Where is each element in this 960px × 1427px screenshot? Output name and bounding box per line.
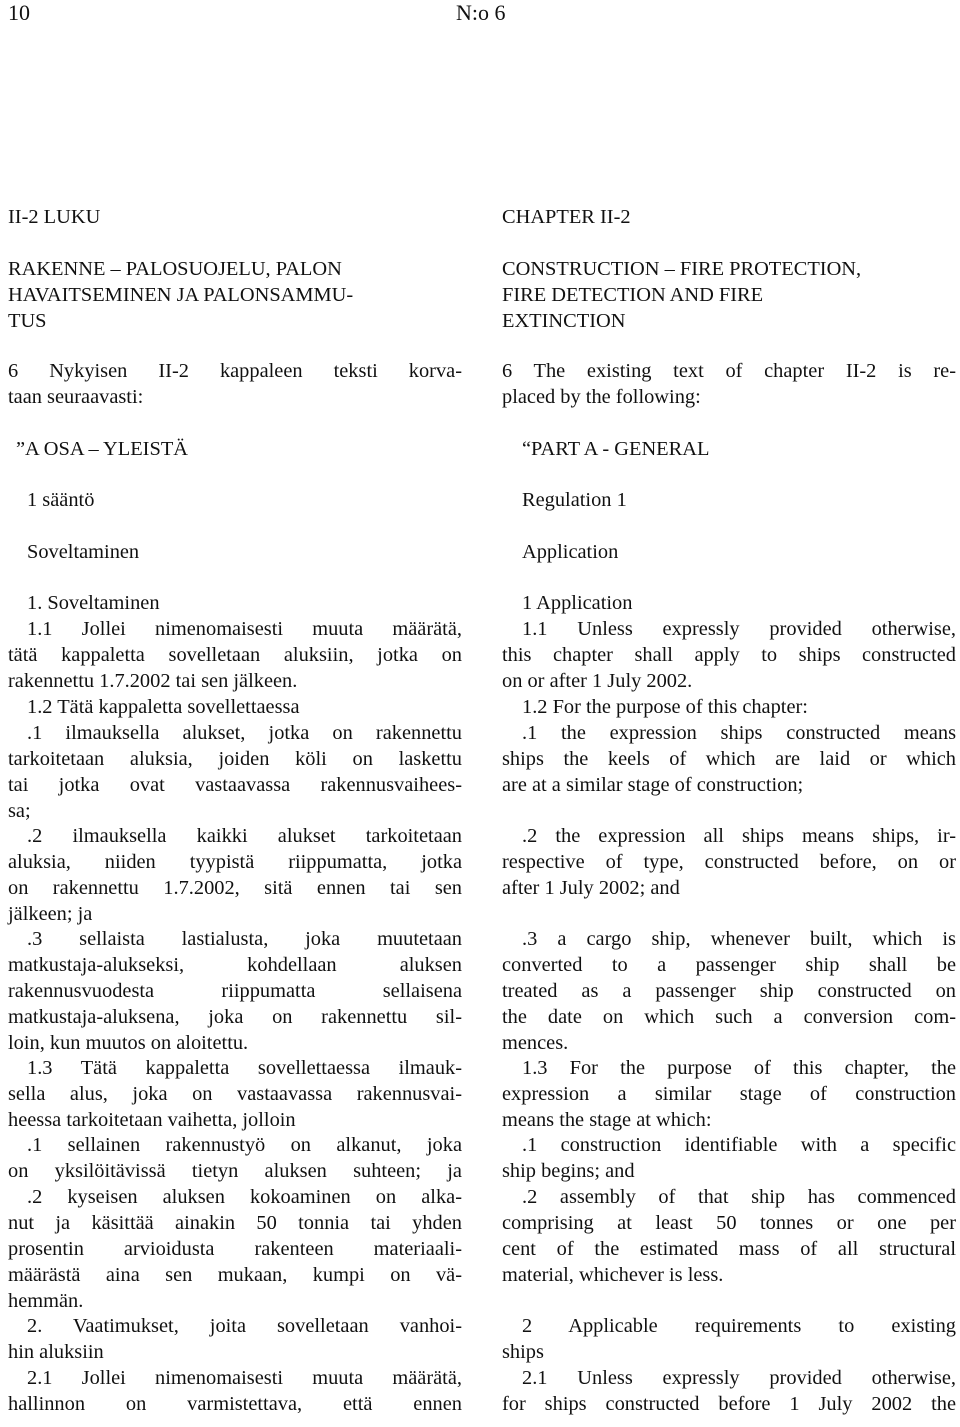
finnish-text-line: 2.1 Jollei nimenomaisesti muuta määrätä, <box>27 1367 462 1389</box>
english-text-line: this chapter shall apply to ships constructed <box>502 644 956 666</box>
english-text-line: Application <box>522 541 619 563</box>
issue-number: N:o 6 <box>456 0 506 25</box>
finnish-text-line: 1.2 Tätä kappaletta sovellettaessa <box>27 696 300 718</box>
finnish-text-line: prosentin arvioidusta rakenteen materiaali- <box>8 1238 462 1260</box>
finnish-text-line: heessa tarkoitetaan vaihetta, jolloin <box>8 1109 296 1131</box>
finnish-text-line: tätä kappaletta sovelletaan aluksiin, jotka on <box>8 644 462 666</box>
finnish-text-line: rakennettu 1.7.2002 tai sen jälkeen. <box>8 670 298 692</box>
finnish-text-line: jälkeen; ja <box>8 903 93 925</box>
english-text-line: ship begins; and <box>502 1160 635 1182</box>
english-text-line: ships the keels of which are laid or which <box>502 748 956 770</box>
english-text-line: “PART A - GENERAL <box>522 438 710 460</box>
finnish-text-line: hallinnon on varmistettava, että ennen <box>8 1393 462 1415</box>
finnish-text-line: sa; <box>8 800 31 822</box>
english-text-line: comprising at least 50 tonnes or one per <box>502 1212 956 1234</box>
finnish-text-line: nut ja käsittää ainakin 50 tonnia tai yhden <box>8 1212 462 1234</box>
english-text-line: CHAPTER II-2 <box>502 206 631 228</box>
finnish-text-line: rakennusvuodesta riippumatta sellaisena <box>8 980 462 1002</box>
english-text-line: EXTINCTION <box>502 310 626 332</box>
page-number: 10 <box>8 0 30 25</box>
english-text-line: .1 the expression ships constructed means <box>522 722 956 744</box>
finnish-text-line: .1 ilmauksella alukset, jotka on rakennettu <box>27 722 462 744</box>
finnish-text-line: 2. Vaatimukset, joita sovelletaan vanhoi- <box>27 1315 462 1337</box>
finnish-text-line: hemmän. <box>8 1290 84 1312</box>
finnish-text-line: .3 sellaista lastialusta, joka muutetaan <box>27 928 462 950</box>
english-text-line: CONSTRUCTION – FIRE PROTECTION, <box>502 258 862 280</box>
english-text-line: expression a similar stage of construction <box>502 1083 956 1105</box>
finnish-text-line: ”A OSA – YLEISTÄ <box>16 438 188 460</box>
english-text-line: treated as a passenger ship constructed on <box>502 980 956 1002</box>
english-text-line: 2 Applicable requirements to existing <box>522 1315 956 1337</box>
finnish-text-line: aluksia, niiden tyypistä riippumatta, jotka <box>8 851 462 873</box>
english-text-line: the date on which such a conversion com- <box>502 1006 956 1028</box>
english-text-line: means the stage at which: <box>502 1109 712 1131</box>
finnish-text-line: hin aluksiin <box>8 1341 104 1363</box>
english-text-line: .3 a cargo ship, whenever built, which is <box>522 928 956 950</box>
finnish-text-line: Soveltaminen <box>27 541 140 563</box>
english-text-line: material, whichever is less. <box>502 1264 724 1286</box>
finnish-text-line: 1 sääntö <box>27 489 95 511</box>
english-text-line: .2 the expression all ships means ships, ir- <box>522 825 956 847</box>
english-text-line: cent of the estimated mass of all structural <box>502 1238 956 1260</box>
finnish-text-line: II-2 LUKU <box>8 206 101 228</box>
english-text-line: .1 construction identifiable with a specific <box>522 1134 956 1156</box>
finnish-text-line: 1. Soveltaminen <box>27 592 160 614</box>
english-text-line: mences. <box>502 1032 569 1054</box>
finnish-text-line: .1 sellainen rakennustyö on alkanut, joka <box>27 1134 462 1156</box>
finnish-text-line: 6 Nykyisen II-2 kappaleen teksti korva- <box>8 360 462 382</box>
english-text-line: after 1 July 2002; and <box>502 877 680 899</box>
english-text-line: Regulation 1 <box>522 489 627 511</box>
finnish-text-line: HAVAITSEMINEN JA PALONSAMMU- <box>8 284 354 306</box>
english-text-line: 1 Application <box>522 592 633 614</box>
finnish-text-line: on yksilöitävissä tietyn aluksen suhteen; ja <box>8 1160 462 1182</box>
finnish-text-line: tarkoitetaan aluksia, joiden köli on laskettu <box>8 748 462 770</box>
finnish-text-line: loin, kun muutos on aloitettu. <box>8 1032 249 1054</box>
english-text-line: 1.3 For the purpose of this chapter, the <box>522 1057 956 1079</box>
finnish-text-line: on rakennettu 1.7.2002, sitä ennen tai sen <box>8 877 462 899</box>
finnish-text-line: RAKENNE – PALOSUOJELU, PALON <box>8 258 342 280</box>
english-text-line: 2.1 Unless expressly provided otherwise, <box>522 1367 956 1389</box>
finnish-text-line: sella alus, joka on vastaavassa rakennusvai- <box>8 1083 462 1105</box>
english-text-line: are at a similar stage of construction; <box>502 774 804 796</box>
finnish-text-line: 1.3 Tätä kappaletta sovellettaessa ilmauk- <box>27 1057 462 1079</box>
finnish-text-line: .2 kyseisen aluksen kokoaminen on alka- <box>27 1186 462 1208</box>
english-text-line: respective of type, constructed before, on or <box>502 851 956 873</box>
finnish-text-line: matkustaja-alukseksi, kohdellaan aluksen <box>8 954 462 976</box>
english-text-line: ships <box>502 1341 544 1363</box>
finnish-text-line: TUS <box>8 310 47 332</box>
english-text-line: placed by the following: <box>502 386 701 408</box>
english-text-line: 1.2 For the purpose of this chapter: <box>522 696 808 718</box>
finnish-text-line: .2 ilmauksella kaikki alukset tarkoitetaan <box>27 825 462 847</box>
english-text-line: for ships constructed before 1 July 2002 the <box>502 1393 956 1415</box>
english-text-line: FIRE DETECTION AND FIRE <box>502 284 764 306</box>
english-text-line: .2 assembly of that ship has commenced <box>522 1186 956 1208</box>
english-text-line: on or after 1 July 2002. <box>502 670 693 692</box>
english-text-line: 1.1 Unless expressly provided otherwise, <box>522 618 956 640</box>
finnish-text-line: 1.1 Jollei nimenomaisesti muuta määrätä, <box>27 618 462 640</box>
finnish-text-line: tai jotka ovat vastaavassa rakennusvaihees- <box>8 774 462 796</box>
finnish-text-line: taan seuraavasti: <box>8 386 144 408</box>
finnish-text-line: määrästä aina sen mukaan, kumpi on vä- <box>8 1264 462 1286</box>
english-text-line: 6 The existing text of chapter II-2 is re- <box>502 360 956 382</box>
english-text-line: converted to a passenger ship shall be <box>502 954 956 976</box>
finnish-text-line: matkustaja-aluksena, joka on rakennettu sil- <box>8 1006 462 1028</box>
